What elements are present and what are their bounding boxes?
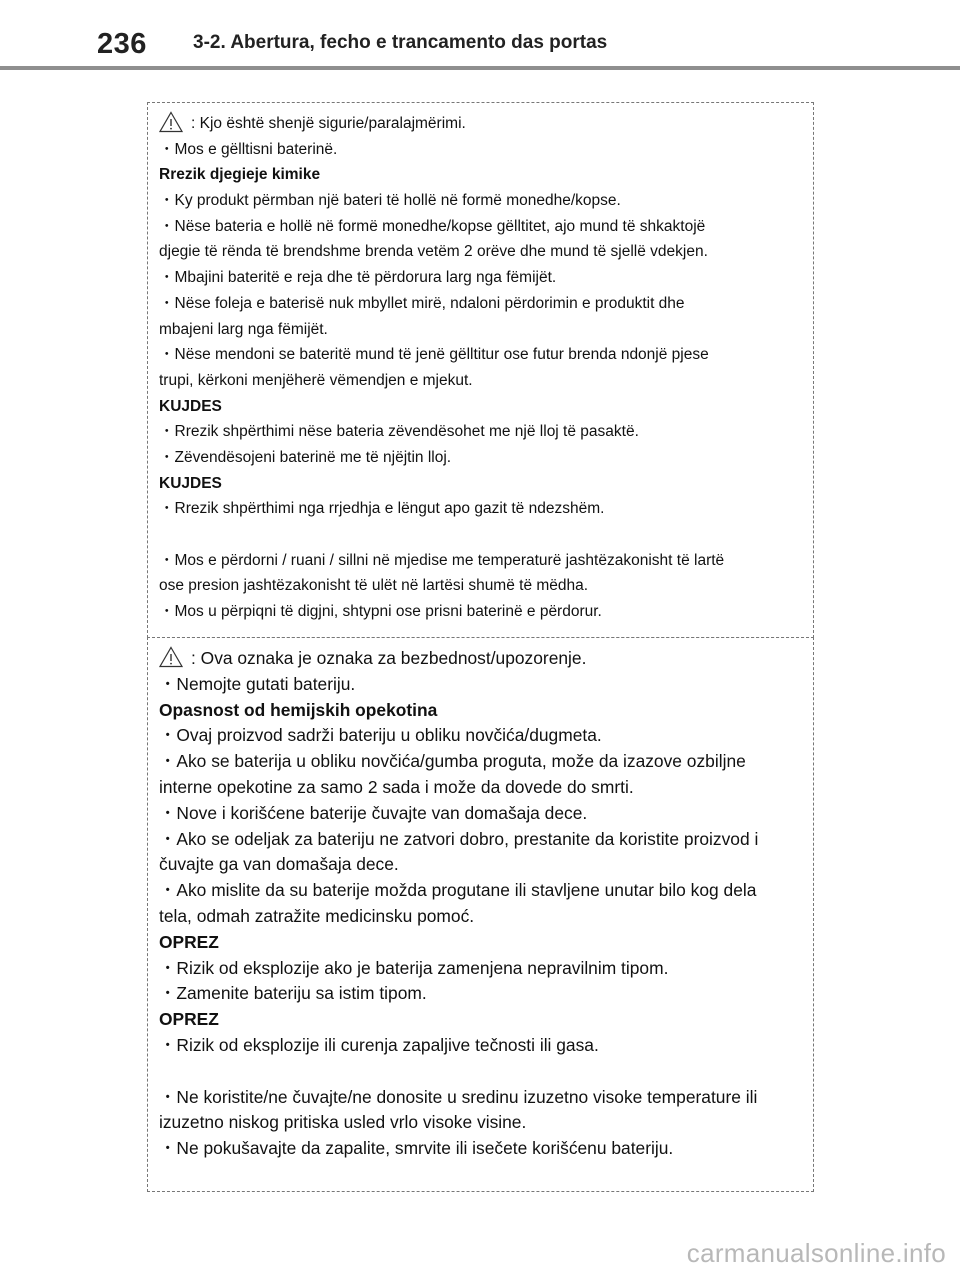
warning-line xyxy=(159,419,807,445)
warning-line xyxy=(159,214,807,240)
warning-text: ・Rrezik shpërthimi nëse bateria zëvendësohet me një lloj të pasaktë. xyxy=(159,423,639,441)
warning-line xyxy=(159,956,807,982)
warning-text: Opasnost od hemijskih opekotina xyxy=(159,699,438,720)
warning-text: ose presion jashtëzakonisht të ulët në lartësi shumë të mëdha. xyxy=(159,577,589,595)
serbian-warning-lines xyxy=(159,646,807,1162)
warning-line xyxy=(159,904,807,930)
page-number: 236 xyxy=(97,28,147,60)
warning-text: tela, odmah zatražite medicinsku pomoć. xyxy=(159,905,475,926)
warning-line xyxy=(159,827,807,853)
warning-line xyxy=(159,723,807,749)
warning-line xyxy=(159,878,807,904)
warning-text: ・Ako se odeljak za bateriju ne zatvori dobro, prestanite da koristite proizvod i xyxy=(159,828,759,849)
warning-text: ・Mos u përpiqni të digjni, shtypni ose prisni baterinë e përdorur. xyxy=(159,603,602,621)
warning-text: OPREZ xyxy=(159,931,219,952)
warning-text: ・Ovaj proizvod sadrži bateriju u obliku novčića/dugmeta. xyxy=(159,725,602,746)
warning-text: ・Mos e përdorni / ruani / sillni në mjedise me temperaturë jashtëzakonisht të lartë xyxy=(159,551,725,569)
warning-line xyxy=(159,137,807,163)
warning-text: mbajeni larg nga fëmijët. xyxy=(159,320,328,338)
warning-text: ・Zamenite bateriju sa istim tipom. xyxy=(159,983,427,1004)
warning-line xyxy=(159,496,807,522)
warning-triangle-icon xyxy=(159,646,183,668)
warning-text: OPREZ xyxy=(159,1009,219,1030)
warning-line xyxy=(159,672,807,698)
albanian-warning-box xyxy=(147,102,814,638)
warning-line xyxy=(159,775,807,801)
watermark: carmanualsonline.info xyxy=(686,1238,946,1268)
warning-line xyxy=(159,188,807,214)
warning-text: ・Nëse foleja e baterisë nuk mbyllet mirë, ndaloni përdorimin e produktit dhe xyxy=(159,294,685,312)
warning-line xyxy=(159,548,807,574)
warning-text: trupi, kërkoni menjëherë vëmendjen e mjekut. xyxy=(159,371,473,389)
warning-text: ・Rizik od eksplozije ili curenja zapaljive tečnosti ili gasa. xyxy=(159,1034,599,1055)
warning-line xyxy=(159,522,807,548)
warning-heading xyxy=(159,698,807,724)
warning-line xyxy=(159,852,807,878)
warning-line xyxy=(159,1136,807,1162)
warning-line xyxy=(159,317,807,343)
warning-line xyxy=(159,111,807,137)
warning-line xyxy=(159,445,807,471)
warning-text: ・Nëse mendoni se bateritë mund të jenë gëlltitur ose futur brenda ndonjë pjese xyxy=(159,346,709,364)
serbian-warning-box xyxy=(147,637,814,1192)
warning-text: : Kjo është shenjë sigurie/paralajmërimi. xyxy=(191,115,466,132)
warning-line xyxy=(159,342,807,368)
warning-text: ・Rrezik shpërthimi nga rrjedhja e lëngut apo gazit të ndezshëm. xyxy=(159,500,605,518)
warning-line xyxy=(159,749,807,775)
warning-line xyxy=(159,239,807,265)
warning-text: ・Nemojte gutati bateriju. xyxy=(159,673,356,694)
header-divider xyxy=(0,66,960,70)
warning-text: djegie të rënda të brendshme brenda vetëm 2 orëve dhe mund të sjellë vdekjen. xyxy=(159,243,708,261)
section-title: 3-2. Abertura, fecho e trancamento das portas xyxy=(193,32,608,53)
warning-text: ・Ako mislite da su baterije možda progutane ili stavljene unutar bilo kog dela xyxy=(159,880,757,901)
warning-text: interne opekotine za samo 2 sada i može da dovede do smrti. xyxy=(159,776,634,797)
warning-line xyxy=(159,801,807,827)
warning-text: ・Ky produkt përmban një bateri të hollë në formë monedhe/kopse. xyxy=(159,192,621,210)
warning-text: čuvajte ga van domašaja dece. xyxy=(159,854,399,875)
warning-line xyxy=(159,1085,807,1111)
warning-line xyxy=(159,291,807,317)
warning-text: : Ova oznaka je oznaka za bezbednost/upozorenje. xyxy=(191,648,587,668)
warning-text: ・Ako se baterija u obliku novčića/gumba proguta, može da izazove ozbiljne xyxy=(159,751,746,772)
warning-text: ・Nëse bateria e hollë në formë monedhe/kopse gëlltitet, ajo mund të shkaktojë xyxy=(159,217,706,235)
warning-line xyxy=(159,599,807,625)
warning-text: ・Mos e gëlltisni baterinë. xyxy=(159,140,338,158)
warning-text: Rrezik djegieje kimike xyxy=(159,166,321,184)
warning-heading xyxy=(159,471,807,497)
warning-line xyxy=(159,1033,807,1059)
warning-line xyxy=(159,981,807,1007)
warning-line xyxy=(159,1059,807,1085)
warning-line xyxy=(159,1110,807,1136)
warning-heading xyxy=(159,1007,807,1033)
warning-line xyxy=(159,368,807,394)
warning-line xyxy=(159,646,807,672)
warning-line xyxy=(159,265,807,291)
page-header xyxy=(0,0,960,70)
albanian-warning-lines xyxy=(159,111,807,625)
warning-line xyxy=(159,573,807,599)
warning-text: KUJDES xyxy=(159,474,222,492)
warning-text: ・Rizik od eksplozije ako je baterija zamenjena nepravilnim tipom. xyxy=(159,957,669,978)
warning-text: ・Nove i korišćene baterije čuvajte van domašaja dece. xyxy=(159,802,588,823)
warning-text: KUJDES xyxy=(159,397,222,415)
warning-text: izuzetno niskog pritiska usled vrlo visoke visine. xyxy=(159,1112,527,1133)
warning-text: ・Ne pokušavajte da zapalite, smrvite ili isečete korišćenu bateriju. xyxy=(159,1138,674,1159)
warning-triangle-icon xyxy=(159,111,183,133)
warning-heading xyxy=(159,930,807,956)
warning-heading xyxy=(159,162,807,188)
warning-text: ・Ne koristite/ne čuvajte/ne donosite u sredinu izuzetno visoke temperature ili xyxy=(159,1086,758,1107)
warning-text: ・Mbajini bateritë e reja dhe të përdorura larg nga fëmijët. xyxy=(159,269,557,287)
warning-text: ・Zëvendësojeni baterinë me të njëjtin lloj. xyxy=(159,448,452,466)
warning-heading xyxy=(159,394,807,420)
